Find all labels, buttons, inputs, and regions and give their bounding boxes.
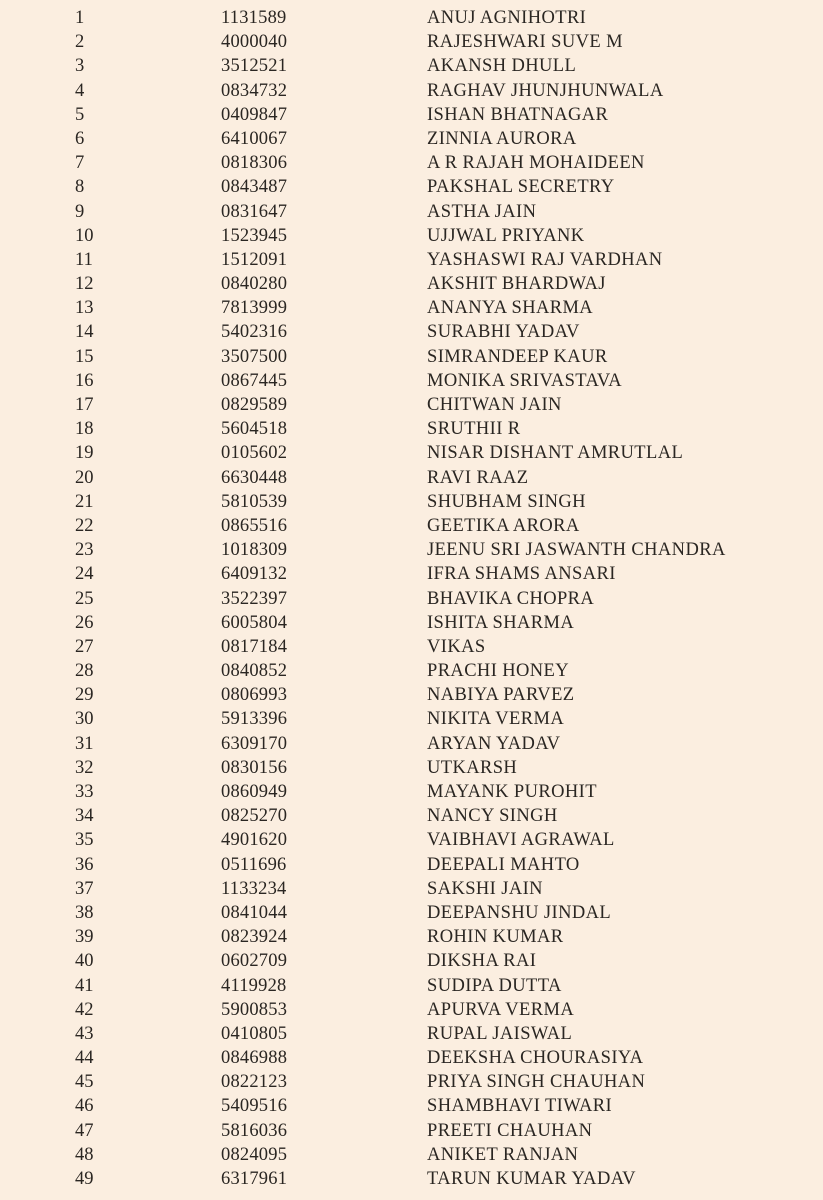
roll-number: 6410067: [221, 128, 288, 149]
table-row: [0, 127, 823, 151]
roll-number: 6005804: [221, 612, 288, 633]
serial-number: 8: [75, 177, 85, 198]
serial-number: 36: [75, 854, 94, 875]
roll-number: 5402316: [221, 322, 288, 343]
serial-number: 28: [75, 661, 94, 682]
roll-number: 7813999: [221, 298, 288, 319]
roll-number: 0410805: [221, 1023, 288, 1044]
roll-number: 6309170: [221, 733, 288, 754]
candidate-name: SHAMBHAVI TIWARI: [427, 1096, 613, 1117]
table-row: [0, 538, 823, 562]
table-row: [0, 901, 823, 925]
candidate-name: PREETI CHAUHAN: [427, 1120, 593, 1141]
table-row: [0, 79, 823, 103]
table-row: [0, 804, 823, 828]
serial-number: 21: [75, 491, 94, 512]
serial-number: 45: [75, 1072, 94, 1093]
candidate-name: ISHITA SHARMA: [427, 612, 575, 633]
candidate-name: ASTHA JAIN: [427, 201, 537, 222]
serial-number: 13: [75, 298, 94, 319]
serial-number: 14: [75, 322, 94, 343]
serial-number: 16: [75, 370, 94, 391]
table-row: [0, 949, 823, 973]
candidate-name: YASHASWI RAJ VARDHAN: [427, 249, 663, 270]
table-row: [0, 224, 823, 248]
candidate-name: PRACHI HONEY: [427, 661, 570, 682]
results-list: [0, 6, 823, 1191]
roll-number: 0860949: [221, 782, 288, 802]
candidate-name: CHITWAN JAIN: [427, 395, 562, 415]
candidate-name: RUPAL JAISWAL: [427, 1023, 573, 1044]
table-row: [0, 587, 823, 611]
roll-number: 1523945: [221, 225, 288, 246]
table-row: [0, 30, 823, 54]
roll-number: 6409132: [221, 564, 288, 585]
table-row: [0, 974, 823, 998]
roll-number: 3522397: [221, 588, 288, 609]
roll-number: 0409847: [221, 104, 288, 125]
roll-number: 3507500: [221, 346, 288, 367]
table-row: [0, 1046, 823, 1070]
candidate-name: A R RAJAH MOHAIDEEN: [427, 153, 645, 174]
table-row: [0, 1143, 823, 1167]
candidate-name: IFRA SHAMS ANSARI: [427, 564, 616, 585]
roll-number: 0841044: [221, 902, 288, 923]
roll-number: 3512521: [221, 56, 288, 77]
table-row: [0, 151, 823, 175]
table-row: [0, 514, 823, 538]
candidate-name: RAVI RAAZ: [427, 467, 529, 488]
roll-number: 0840280: [221, 274, 288, 295]
serial-number: 20: [75, 467, 94, 488]
table-row: [0, 998, 823, 1022]
table-row: [0, 562, 823, 586]
roll-number: 0843487: [221, 177, 288, 198]
table-row: [0, 1167, 823, 1191]
roll-number: 5810539: [221, 491, 288, 512]
table-row: [0, 248, 823, 272]
table-row: [0, 345, 823, 369]
serial-number: 48: [75, 1144, 94, 1165]
candidate-name: ROHIN KUMAR: [427, 927, 564, 948]
candidate-name: AKSHIT BHARDWAJ: [427, 274, 606, 295]
serial-number: 3: [75, 56, 85, 77]
candidate-name: GEETIKA ARORA: [427, 515, 580, 536]
candidate-name: NIKITA VERMA: [427, 709, 565, 730]
roll-number: 5816036: [221, 1120, 288, 1141]
candidate-name: BHAVIKA CHOPRA: [427, 588, 595, 609]
roll-number: 0825270: [221, 806, 288, 827]
candidate-name: SIMRANDEEP KAUR: [427, 346, 608, 367]
candidate-name: NABIYA PARVEZ: [427, 685, 575, 706]
candidate-name: AKANSH DHULL: [427, 56, 577, 77]
roll-number: 0105602: [221, 443, 288, 464]
serial-number: 30: [75, 709, 94, 730]
table-row: [0, 707, 823, 731]
candidate-name: PRIYA SINGH CHAUHAN: [427, 1072, 646, 1093]
roll-number: 0806993: [221, 685, 288, 706]
roll-number: 0831647: [221, 201, 288, 222]
roll-number: 0511696: [221, 854, 287, 875]
roll-number: 0822123: [221, 1072, 288, 1093]
serial-number: 35: [75, 830, 94, 851]
roll-number: 0824095: [221, 1144, 288, 1165]
table-row: [0, 1070, 823, 1094]
roll-number: 0867445: [221, 370, 288, 391]
serial-number: 34: [75, 806, 94, 827]
candidate-name: TARUN KUMAR YADAV: [427, 1169, 636, 1189]
table-row: [0, 441, 823, 465]
candidate-name: VIKAS: [427, 636, 486, 657]
candidate-name: ANANYA SHARMA: [427, 298, 594, 319]
roll-number: 0830156: [221, 757, 288, 778]
table-row: [0, 611, 823, 635]
table-row: [0, 828, 823, 852]
table-row: [0, 732, 823, 756]
table-row: [0, 780, 823, 804]
table-row: [0, 369, 823, 393]
serial-number: 7: [75, 153, 85, 174]
candidate-name: VAIBHAVI AGRAWAL: [427, 830, 615, 851]
candidate-name: RAGHAV JHUNJHUNWALA: [427, 80, 664, 101]
candidate-name: SURABHI YADAV: [427, 322, 580, 343]
candidate-name: ANIKET RANJAN: [427, 1144, 579, 1165]
roll-number: 1131589: [221, 8, 287, 28]
table-row: [0, 877, 823, 901]
roll-number: 6317961: [221, 1169, 288, 1189]
serial-number: 22: [75, 515, 94, 536]
candidate-name: NANCY SINGH: [427, 806, 558, 827]
table-row: [0, 393, 823, 417]
table-row: [0, 925, 823, 949]
table-row: [0, 659, 823, 683]
serial-number: 17: [75, 395, 94, 415]
candidate-name: DEEPANSHU JINDAL: [427, 902, 612, 923]
roll-number: 6630448: [221, 467, 288, 488]
candidate-name: UTKARSH: [427, 757, 518, 778]
serial-number: 6: [75, 128, 85, 149]
roll-number: 0818306: [221, 153, 288, 174]
serial-number: 1: [75, 8, 85, 28]
serial-number: 32: [75, 757, 94, 778]
table-row: [0, 490, 823, 514]
candidate-name: RAJESHWARI SUVE M: [427, 32, 623, 53]
table-row: [0, 1022, 823, 1046]
serial-number: 47: [75, 1120, 94, 1141]
roll-number: 0834732: [221, 80, 288, 101]
table-row: [0, 272, 823, 296]
table-row: [0, 683, 823, 707]
serial-number: 43: [75, 1023, 94, 1044]
candidate-name: SRUTHII R: [427, 419, 521, 440]
serial-number: 46: [75, 1096, 94, 1117]
serial-number: 27: [75, 636, 94, 657]
table-row: [0, 54, 823, 78]
roll-number: 0846988: [221, 1048, 288, 1069]
candidate-name: PAKSHAL SECRETRY: [427, 177, 615, 198]
roll-number: 1512091: [221, 249, 288, 270]
serial-number: 2: [75, 32, 85, 53]
roll-number: 4901620: [221, 830, 288, 851]
serial-number: 29: [75, 685, 94, 706]
table-row: [0, 756, 823, 780]
candidate-name: MAYANK PUROHIT: [427, 782, 597, 802]
candidate-name: UJJWAL PRIYANK: [427, 225, 585, 246]
roll-number: 5913396: [221, 709, 288, 730]
candidate-name: MONIKA SRIVASTAVA: [427, 370, 622, 391]
table-row: [0, 466, 823, 490]
serial-number: 4: [75, 80, 85, 101]
serial-number: 10: [75, 225, 94, 246]
serial-number: 15: [75, 346, 94, 367]
serial-number: 26: [75, 612, 94, 633]
roll-number: 4000040: [221, 32, 288, 53]
serial-number: 18: [75, 419, 94, 440]
serial-number: 33: [75, 782, 94, 802]
table-row: [0, 1094, 823, 1118]
table-row: [0, 635, 823, 659]
candidate-name: ZINNIA AURORA: [427, 128, 577, 149]
serial-number: 40: [75, 951, 94, 972]
candidate-name: DEEPALI MAHTO: [427, 854, 580, 875]
candidate-name: SUDIPA DUTTA: [427, 975, 562, 996]
serial-number: 11: [75, 249, 93, 270]
serial-number: 19: [75, 443, 94, 464]
table-row: [0, 175, 823, 199]
candidate-name: ARYAN YADAV: [427, 733, 561, 754]
table-row: [0, 6, 823, 30]
serial-number: 5: [75, 104, 85, 125]
roll-number: 1133234: [221, 878, 287, 899]
serial-number: 9: [75, 201, 85, 222]
serial-number: 49: [75, 1169, 94, 1189]
table-row: [0, 1119, 823, 1143]
serial-number: 23: [75, 540, 94, 561]
candidate-name: JEENU SRI JASWANTH CHANDRA: [427, 540, 726, 561]
roll-number: 0817184: [221, 636, 288, 657]
serial-number: 12: [75, 274, 94, 295]
table-row: [0, 296, 823, 320]
roll-number: 0829589: [221, 395, 288, 415]
candidate-name: DIKSHA RAI: [427, 951, 537, 972]
candidate-name: APURVA VERMA: [427, 999, 575, 1020]
roll-number: 5900853: [221, 999, 288, 1020]
serial-number: 24: [75, 564, 94, 585]
candidate-name: ANUJ AGNIHOTRI: [427, 8, 587, 28]
table-row: [0, 417, 823, 441]
table-row: [0, 103, 823, 127]
roll-number: 0602709: [221, 951, 288, 972]
roll-number: 0865516: [221, 515, 288, 536]
serial-number: 37: [75, 878, 94, 899]
table-row: [0, 853, 823, 877]
roll-number: 5604518: [221, 419, 288, 440]
candidate-name: SHUBHAM SINGH: [427, 491, 586, 512]
table-row: [0, 200, 823, 224]
serial-number: 38: [75, 902, 94, 923]
roll-number: 4119928: [221, 975, 287, 996]
serial-number: 44: [75, 1048, 94, 1069]
roll-number: 0840852: [221, 661, 288, 682]
roll-number: 0823924: [221, 927, 288, 948]
candidate-name: NISAR DISHANT AMRUTLAL: [427, 443, 684, 464]
serial-number: 42: [75, 999, 94, 1020]
candidate-name: DEEKSHA CHOURASIYA: [427, 1048, 644, 1069]
serial-number: 31: [75, 733, 94, 754]
roll-number: 1018309: [221, 540, 288, 561]
serial-number: 41: [75, 975, 94, 996]
serial-number: 39: [75, 927, 94, 948]
candidate-name: ISHAN BHATNAGAR: [427, 104, 609, 125]
table-row: [0, 320, 823, 344]
roll-number: 5409516: [221, 1096, 288, 1117]
serial-number: 25: [75, 588, 94, 609]
candidate-name: SAKSHI JAIN: [427, 878, 543, 899]
